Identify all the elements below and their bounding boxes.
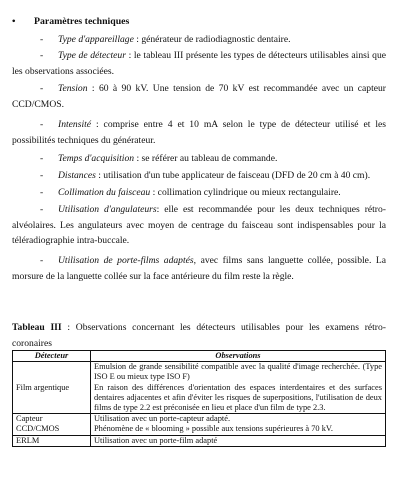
section-heading-text: Paramètres techniques xyxy=(34,16,130,27)
observation-line: Phénomène de « blooming » possible aux tensions supérieures à 70 kV. xyxy=(94,424,333,434)
observation-line: En raison des différences d'orientation des espaces interdentaires et des surfaces dentaires adjacentes et afin d'éviter les risques de superpositions, l'utilisation de deux films de type 2.2 est préconisée en lieu et place d'un film de type 2.3. xyxy=(94,382,382,413)
param-type-detecteur xyxy=(12,48,386,79)
param-term: Distances xyxy=(58,170,96,181)
param-tension xyxy=(12,81,386,112)
dash: - xyxy=(40,119,44,130)
table-row xyxy=(13,414,386,435)
param-term: Collimation du faisceau xyxy=(58,187,151,198)
param-term: Type d'appareillage xyxy=(58,34,134,45)
observation-line: Utilisation avec un porte-capteur adapté. xyxy=(94,414,231,424)
param-intensite xyxy=(12,117,386,148)
section-heading xyxy=(12,14,129,30)
param-text: : 60 à 90 kV. Une tension de 70 kV est recommandée avec un capteur CCD/CMOS. xyxy=(12,83,386,110)
detector-cell: Film argentique xyxy=(13,362,91,414)
param-term: Utilisation d'angulateurs xyxy=(58,204,157,215)
param-distances xyxy=(12,168,386,184)
param-term: Tension xyxy=(58,83,88,94)
param-text: : collimation cylindrique ou mieux rectangulaire. xyxy=(150,187,341,198)
dash: - xyxy=(40,170,44,181)
dash: - xyxy=(40,34,44,45)
dash: - xyxy=(40,187,44,198)
table-caption-label: Tableau III xyxy=(12,322,62,333)
observations-cell xyxy=(91,362,386,414)
detector-cell: Capteur CCD/CMOS xyxy=(13,414,91,435)
param-text: : se référer au tableau de commande. xyxy=(134,153,278,164)
observation-line: Utilisation avec un porte-film adapté xyxy=(94,435,218,445)
param-term: Type de détecteur xyxy=(58,50,126,61)
observations-cell xyxy=(91,435,386,446)
detector-cell: ERLM xyxy=(13,435,91,446)
param-text: : comprise entre 4 et 10 mA selon le type de détecteur utilisé et les possibilités techniques du générateur. xyxy=(12,119,386,146)
table-caption-text: : Observations concernant les détecteurs utilisables pour les examens rétro-coronaires xyxy=(12,322,386,349)
param-term: Utilisation de porte-films adaptés xyxy=(58,255,194,266)
dash: - xyxy=(40,153,44,164)
param-term: Temps d'acquisition xyxy=(58,153,135,164)
table-row xyxy=(13,362,386,414)
param-porte-films xyxy=(12,253,386,284)
param-type-appareillage xyxy=(12,32,386,48)
param-text: : elle est recommandée pour les deux techniques rétro-alvéolaires. Les angulateurs avec moyen de centrage du faisceau sont indispensables pour la téléradiographie intra-buccale. xyxy=(12,204,386,246)
observations-cell xyxy=(91,414,386,435)
param-text: , avec films sans languette collée, possible. La morsure de la languette collée sur la face antérieure du film reste la règle. xyxy=(12,255,386,282)
dash: - xyxy=(40,204,44,215)
observations-table xyxy=(12,350,386,447)
param-angulateurs xyxy=(12,202,386,249)
param-text: : générateur de radiodiagnostic dentaire. xyxy=(133,34,291,45)
table-row xyxy=(13,435,386,446)
observation-line: Emulsion de grande sensibilité compatible avec la qualité d'image recherchée. (Type ISO E ou mieux type ISO F) xyxy=(94,362,382,382)
column-header-observations: Observations xyxy=(91,351,386,362)
table-caption xyxy=(12,320,386,351)
param-temps-acquisition xyxy=(12,151,386,167)
column-header-detecteur: Détecteur xyxy=(13,351,91,362)
bullet-icon: • xyxy=(12,16,16,27)
param-text: : utilisation d'un tube applicateur de faisceau (DFD de 20 cm à 40 cm). xyxy=(95,170,371,181)
table-header-row xyxy=(13,351,386,362)
param-text: : le tableau III présente les types de détecteurs utilisables ainsi que les observations associées. xyxy=(12,50,386,77)
dash: - xyxy=(40,255,44,266)
dash: - xyxy=(40,50,44,61)
dash: - xyxy=(40,83,44,94)
param-collimation xyxy=(12,185,386,201)
param-term: Intensité xyxy=(58,119,92,130)
